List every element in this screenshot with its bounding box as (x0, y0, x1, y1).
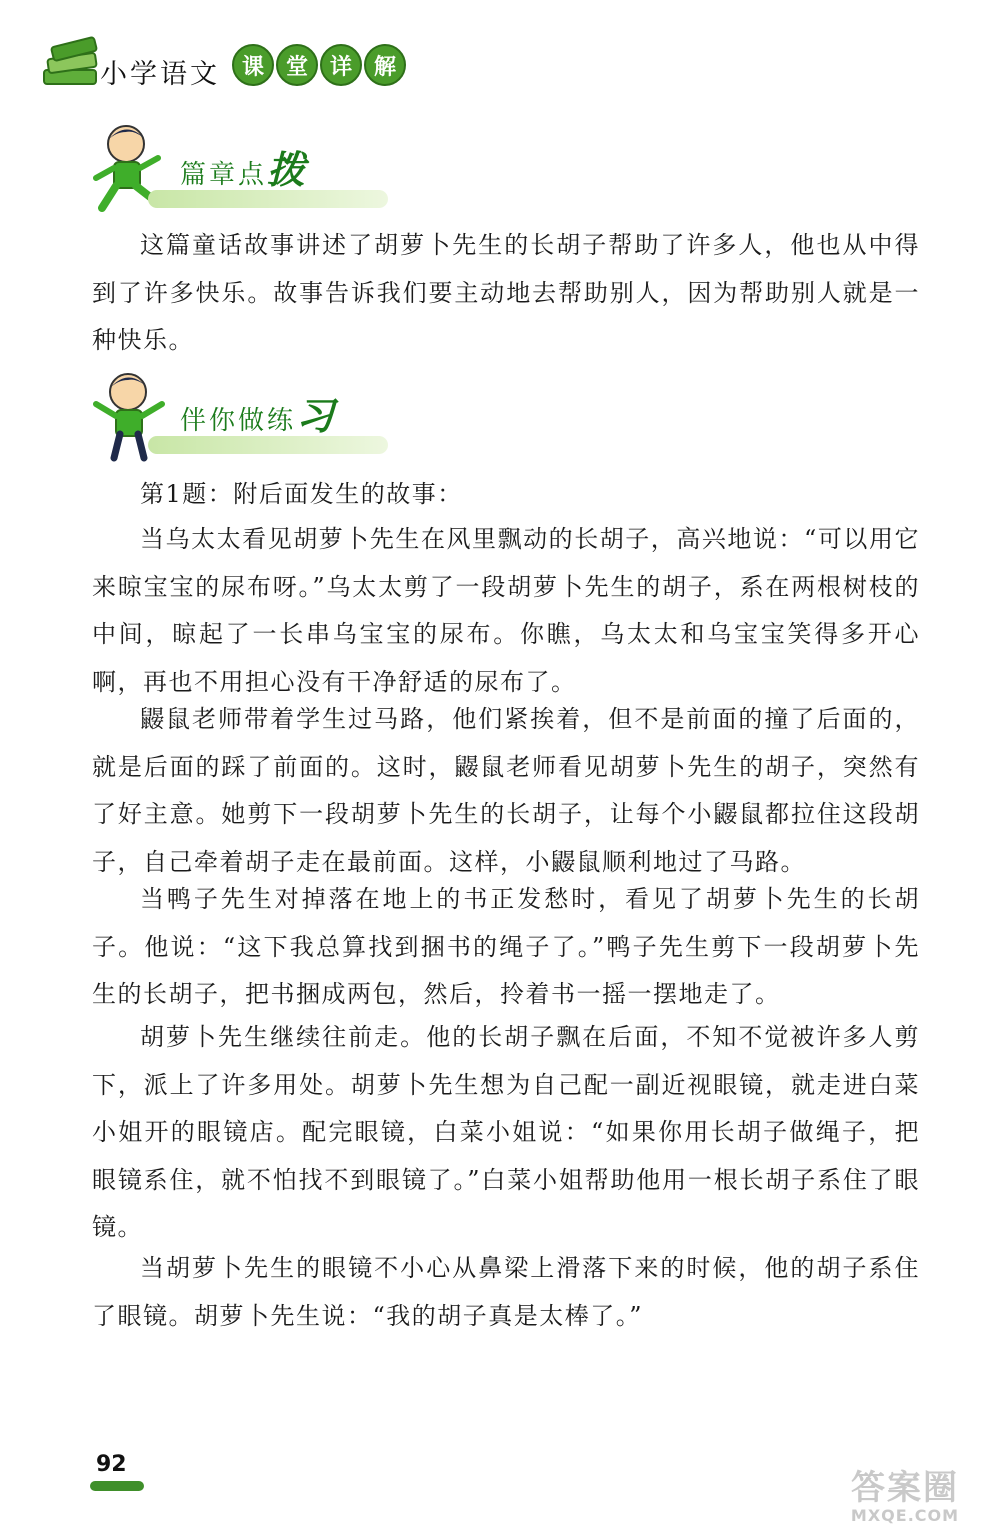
series-title: 小学语文 (100, 59, 220, 90)
watermark-url: MXQE.COM (850, 1506, 960, 1525)
subtitle-char: 课 (232, 44, 274, 86)
section-title (180, 385, 337, 440)
watermark-logo (830, 1470, 980, 1530)
section-heading-practice (88, 368, 408, 458)
subtitle-char: 详 (320, 44, 362, 86)
section-heading-chapter-tips (88, 122, 408, 212)
exercise-heading: 第1题：附后面发生的故事： (140, 480, 463, 508)
subtitle-char: 堂 (276, 44, 318, 86)
subtitle-badges (232, 44, 406, 86)
section-title-main: 篇章点 (180, 160, 268, 190)
section-title-big: 习 (296, 394, 338, 438)
section-title (180, 139, 308, 194)
watermark-title: 答案圈 (851, 1468, 959, 1508)
section-title-big: 拨 (267, 148, 309, 192)
subtitle-char: 解 (364, 44, 406, 86)
books-icon (38, 34, 108, 104)
page-number: 92 (96, 1452, 127, 1477)
paragraph-story-2: 鼹鼠老师带着学生过马路，他们紧挨着，但不是前面的撞了后面的，就是后面的踩了前面的。这时，鼹鼠老师看见胡萝卜先生的胡子，突然有了好主意。她剪下一段胡萝卜先生的长胡子，让每个小鼹鼠都拉住这段胡子，自己牵着胡子走在最前面。这样，小鼹鼠顺利地过了马路。 (92, 705, 920, 876)
paragraph-story-4: 胡萝卜先生继续往前走。他的长胡子飘在后面，不知不觉被许多人剪下，派上了许多用处。胡萝卜先生想为自己配一副近视眼镜，就走进白菜小姐开的眼镜店。配完眼镜，白菜小姐说：“如果你用长胡子做绳子，把眼镜系住，就不怕找不到眼镜了。”白菜小姐帮助他用一根长胡子系住了眼镜。 (92, 1023, 920, 1241)
page-number-bar (90, 1481, 144, 1491)
paragraph-story-5: 当胡萝卜先生的眼镜不小心从鼻梁上滑落下来的时候，他的胡子系住了眼镜。胡萝卜先生说：“我的胡子真是太棒了。” (92, 1254, 920, 1330)
paragraph-summary: 这篇童话故事讲述了胡萝卜先生的长胡子帮助了许多人，他也从中得到了许多快乐。故事告诉我们要主动地去帮助别人，因为帮助别人就是一种快乐。 (92, 231, 920, 354)
paragraph-story-3: 当鸭子先生对掉落在地上的书正发愁时，看见了胡萝卜先生的长胡子。他说：“这下我总算找到捆书的绳子了。”鸭子先生剪下一段胡萝卜先生的长胡子，把书捆成两包，然后，拎着书一摇一摆地走了。 (92, 885, 920, 1008)
paragraph-story-1: 当乌太太看见胡萝卜先生在风里飘动的长胡子，高兴地说：“可以用它来晾宝宝的尿布呀。”乌太太剪了一段胡萝卜先生的胡子，系在两根树枝的中间，晾起了一长串乌宝宝的尿布。你瞧，乌太太和乌宝宝笑得多开心啊，再也不用担心没有干净舒适的尿布了。 (92, 525, 920, 696)
section-title-main: 伴你做练 (180, 406, 297, 436)
